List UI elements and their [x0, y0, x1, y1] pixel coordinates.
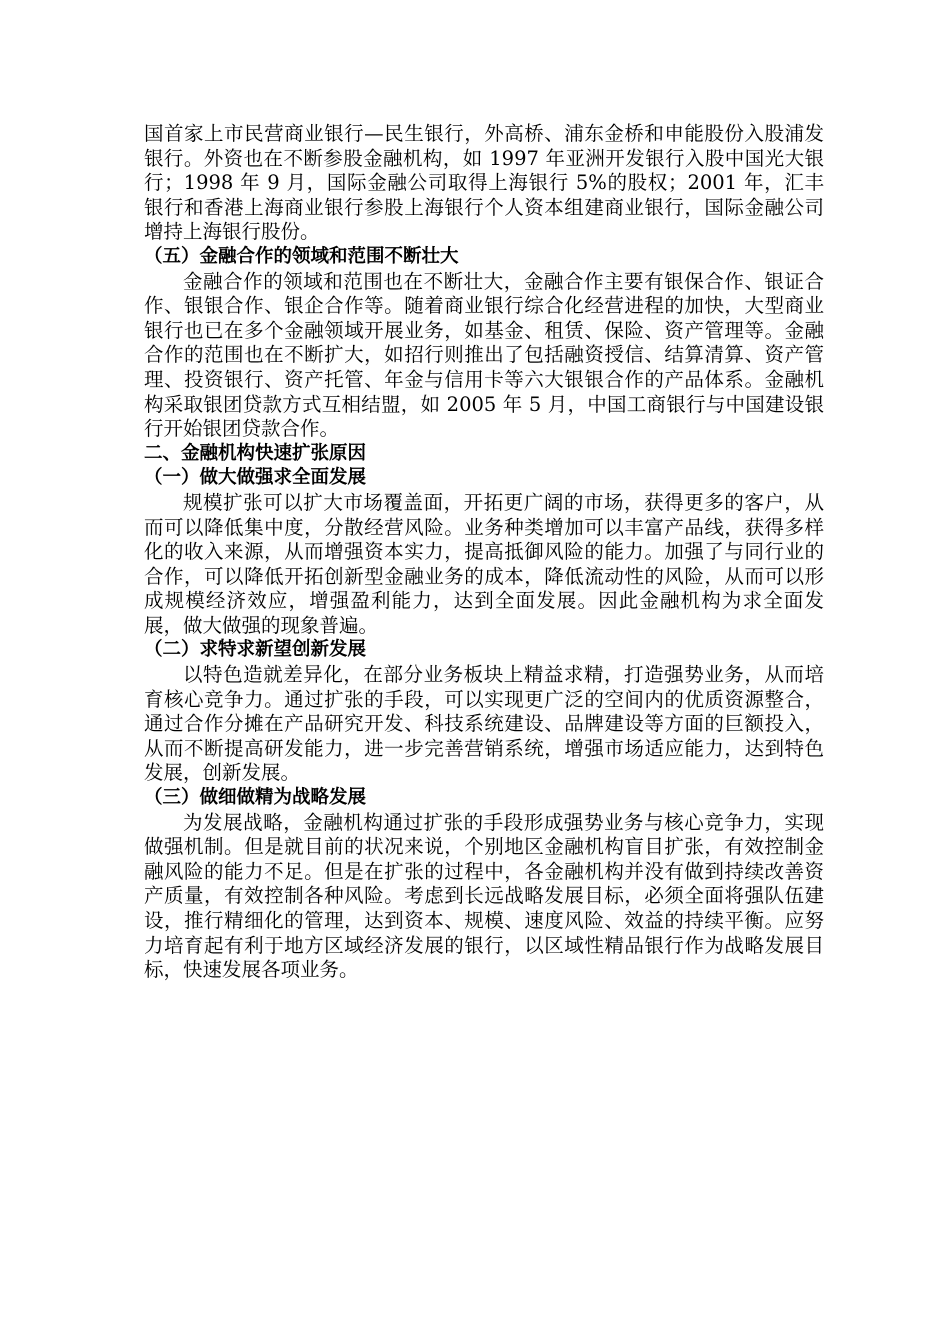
paragraph-scale-expansion: 规模扩张可以扩大市场覆盖面，开拓更广阔的市场，获得更多的客户，从而可以降低集中度，分散经营风险。业务种类增加可以丰富产品线，获得多样化的收入来源，从而增强资本实力，提高抵御风险的能力。加强了与同行业的合作，可以降低开拓创新型金融业务的成本，降低流动性的风险，从而可以形成规模经济效应，增强盈利能力，达到全面发展。因此金融机构为求全面发展，做大做强的现象普遍。 — [144, 490, 824, 637]
section-heading-2: （二）求特求新望创新发展 — [144, 639, 367, 661]
paragraph-financial-cooperation: 金融合作的领域和范围也在不断壮大，金融合作主要有银保合作、银证合作、银银合作、银企合作等。随着商业银行综合化经营进程的加快，大型商业银行也已在多个金融领域开展业务，如基金、租赁、保险、资产管理等。金融合作的范围也在不断扩大，如招行则推出了包括融资授信、结算清算、资产管理、投资银行、资产托管、年金与信用卡等六大银银合作的产品体系。金融机构采取银团贷款方式互相结盟，如 2005 年 5 月，中国工商银行与中国建设银行开始银团贷款合作。 — [144, 269, 824, 441]
paragraph-continuation: 国首家上市民营商业银行—民生银行，外高桥、浦东金桥和申能股份入股浦发银行。外资也在不断参股金融机构，如 1997 年亚洲开发银行入股中国光大银行；1998 年 9 月，国际金融公司取得上海银行 5%的股权；2001 年，汇丰银行和香港上海商业银行参股上海银行个人资本组建商业银行，国际金融公司增持上海银行股份。 — [144, 122, 824, 244]
section-heading-5: （五）金融合作的领域和范围不断壮大 — [144, 245, 459, 267]
paragraph-innovation: 以特色造就差异化，在部分业务板块上精益求精，打造强势业务，从而培育核心竞争力。通过扩张的手段，可以实现更广泛的空间内的优质资源整合，通过合作分摊在产品研究开发、科技系统建设、品牌建设等方面的巨额投入，从而不断提高研发能力，进一步完善营销系统，增强市场适应能力，达到特色发展，创新发展。 — [144, 663, 824, 785]
document-body — [144, 122, 824, 983]
section-heading-1: （一）做大做强求全面发展 — [144, 467, 367, 489]
chapter-heading-2: 二、金融机构快速扩张原因 — [144, 442, 367, 464]
section-heading-3: （三）做细做精为战略发展 — [144, 787, 367, 809]
paragraph-strategy: 为发展战略，金融机构通过扩张的手段形成强势业务与核心竞争力，实现做强机制。但是就目前的状况来说，个别地区金融机构盲目扩张，有效控制金融风险的能力不足。但是在扩张的过程中，各金融机构并没有做到持续改善资产质量，有效控制各种风险。考虑到长远战略发展目标，必须全面将强队伍建设，推行精细化的管理，达到资本、规模、速度风险、效益的持续平衡。应努力培育起有利于地方区域经济发展的银行，以区域性精品银行作为战略发展目标，快速发展各项业务。 — [144, 810, 824, 982]
